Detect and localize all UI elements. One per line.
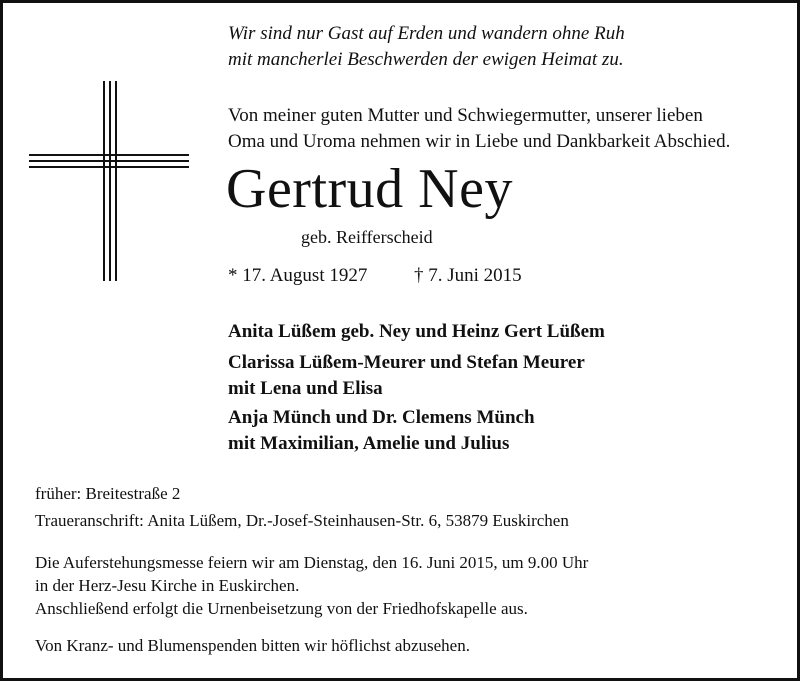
family-line: mit Maximilian, Amelie und Julius xyxy=(228,433,510,454)
intro-line: Von meiner guten Mutter und Schwiegermutter, unserer lieben xyxy=(228,105,703,126)
intro-line: Oma und Uroma nehmen wir in Liebe und Dankbarkeit Abschied. xyxy=(228,131,731,152)
birth-date: * 17. August 1927 xyxy=(228,265,368,286)
mass-line: in der Herz-Jesu Kirche in Euskirchen. xyxy=(35,576,300,595)
mass-line: Die Auferstehungsmesse feiern wir am Dienstag, den 16. Juni 2015, um 9.00 Uhr xyxy=(35,553,589,572)
family-group xyxy=(228,350,585,402)
family-line: mit Lena und Elisa xyxy=(228,378,383,399)
life-dates xyxy=(228,263,522,289)
family-line: Anja Münch und Dr. Clemens Münch xyxy=(228,407,535,428)
former-address: früher: Breitestraße 2 xyxy=(35,484,181,503)
family-line: Anita Lüßem geb. Ney und Heinz Gert Lüßem xyxy=(228,321,605,342)
mourning-address: Traueranschrift: Anita Lüßem, Dr.-Josef-Steinhausen-Str. 6, 53879 Euskirchen xyxy=(35,511,569,530)
birth-name: geb. Reifferscheid xyxy=(301,227,433,247)
verse xyxy=(228,21,625,73)
flower-note: Von Kranz- und Blumenspenden bitten wir höflichst abzusehen. xyxy=(35,636,470,655)
verse-line: Wir sind nur Gast auf Erden und wandern ohne Ruh xyxy=(228,23,625,44)
cross-icon xyxy=(29,81,189,281)
mass-line: Anschließend erfolgt die Urnenbeisetzung von der Friedhofskapelle aus. xyxy=(35,599,528,618)
mass-announcement xyxy=(35,551,588,620)
verse-line: mit mancherlei Beschwerden der ewigen Heimat zu. xyxy=(228,49,624,70)
deceased-name: Gertrud Ney xyxy=(226,158,513,220)
family-group xyxy=(228,405,535,457)
family-line: Clarissa Lüßem-Meurer und Stefan Meurer xyxy=(228,352,585,373)
death-date: † 7. Juni 2015 xyxy=(414,265,522,286)
intro-text xyxy=(228,103,730,155)
